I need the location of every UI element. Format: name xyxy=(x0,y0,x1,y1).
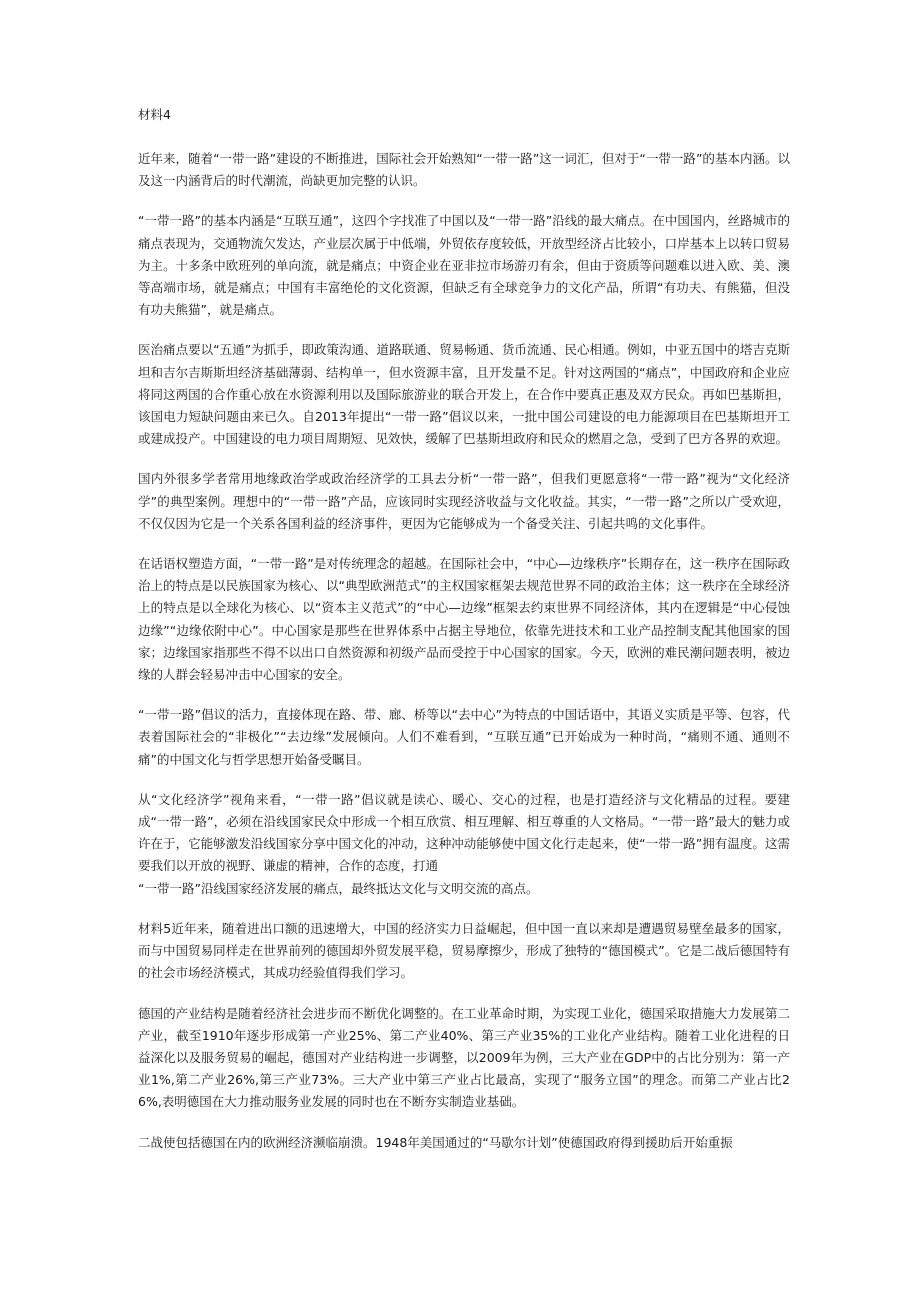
paragraph-6: “一带一路”倡议的活力，直接体现在路、带、廊、桥等以“去中心”为特点的中国话语中，其语义实质是平等、包容，代表着国际社会的“非极化”“去边缘”发展倾向。人们不难看到，“互联互通”已开始成为一种时尚，“痛则不通、通则不痛”的中国文化与哲学思想开始备受瞩目。 xyxy=(138,707,790,767)
paragraph-2: “一带一路”的基本内涵是“互联互通”，这四个字找准了中国以及“一带一路”沿线的最大痛点。在中国国内，丝路城市的痛点表现为，交通物流欠发达，产业层次属于中低端，外贸依存度较低，开放型经济占比较小，口岸基本上以转口贸易为主。十多条中欧班列的单向流，就是痛点；中资企业在亚非拉市场游刃有余，但由于资质等问题难以进入欧、美、澳等高端市场，就是痛点；中国有丰富绝伦的文化资源，但缺乏有全球竞争力的文化产品，所谓“有功夫、有熊猫，但没有功夫熊猫”，就是痛点。 xyxy=(138,213,790,318)
paragraph-1: 近年来，随着“一带一路”建设的不断推进，国际社会开始熟知“一带一路”这一词汇，但对于“一带一路”的基本内涵。以及这一内涵背后的时代潮流，尚缺更加完整的认识。 xyxy=(138,151,790,189)
paragraph-9: 德国的产业结构是随着经济社会进步而不断优化调整的。在工业革命时期，为实现工业化，德国采取措施大力发展第二产业，截至1910年逐步形成第一产业25%、第二产业40%、第三产业35%的工业化产业结构。随着工业化进程的日益深化以及服务贸易的崛起，德国对产业结构进一步调整，以2009年为例，三大产业在GDP中的占比分别为：第一产业1%,第二产业26%,第三产业73%。三大产业中第三产业占比最高，实现了“服务立国”的理念。而第二产业占比26%,表明德国在大力推动服务业发展的同时也在不断夯实制造业基础。 xyxy=(138,1005,790,1110)
document-page xyxy=(138,104,790,1172)
paragraph-8: 材料5近年来，随着进出口额的迅速增大，中国的经济实力日益崛起，但中国一直以来却是遭遇贸易壁垒最多的国家，而与中国贸易同样走在世界前列的德国却外贸发展平稳，贸易摩擦少，形成了独特的“德国模式”。它是二战后德国特有的社会市场经济模式，其成功经验值得我们学习。 xyxy=(138,920,790,981)
paragraph-3: 医治痛点要以“五通”为抓手，即政策沟通、道路联通、贸易畅通、货币流通、民心相通。例如，中亚五国中的塔吉克斯坦和吉尔吉斯斯坦经济基础薄弱、结构单一，但水资源丰富，且开发量不足。针对这两国的“痛点”，中国政府和企业应将同这两国的合作重心放在水资源利用以及国际旅游业的联合开发上，在合作中要真正惠及双方民众。再如巴基斯担，该国电力短缺问题由来已久。自2013年提出“一带一路”倡议以来，一批中国公司建设的电力能源项目在巴基斯坦开工或建成投产。中国建设的电力项目周期短、见效快，缓解了巴基斯坦政府和民众的燃眉之急，受到了巴方各界的欢迎。 xyxy=(138,342,790,447)
paragraph-7: 从“文化经济学”视角来看，“一带一路”倡议就是读心、暖心、交心的过程，也是打造经济与文化精品的过程。要建成“一带一路”，必须在沿线国家民众中形成一个相互欣赏、相互理解、相互尊重的人文格局。“一带一路”最大的魅力或许在于，它能够激发沿线国家分享中国文化的冲动，这种冲动能够使中国文化行走起来，使“一带一路”拥有温度。这需要我们以开放的视野、谦虚的精神，合作的态度，打通 “一带一路”沿线国家经济发展的痛点，最终抵达文化与文明交流的高点。 xyxy=(138,791,790,896)
paragraph-4: 国内外很多学者常用地缘政治学或政治经济学的工具去分析“一带一路”，但我们更愿意将“一带一路”视为“文化经济学”的典型案例。理想中的“一带一路”产品，应该同时实现经济收益与文化收益。其实，“一带一路”之所以广受欢迎，不仅仅因为它是一个关系各国利益的经济事件，更因为它能够成为一个备受关注、引起共鸣的文化事件。 xyxy=(138,471,790,531)
section-heading: 材料4 xyxy=(138,107,171,122)
paragraph-10: 二战使包括德国在内的欧洲经济濒临崩溃。1948年美国通过的“马歇尔计划”使德国政府得到援助后开始重振 xyxy=(138,1134,733,1150)
paragraph-5: 在话语权塑造方面，“一带一路”是对传统理念的超越。在国际社会中，“中心—边缘秩序”长期存在，这一秩序在国际政治上的特点是以民族国家为核心、以“典型欧洲范式”的主权国家框架去规范世界不同的政治主体；这一秩序在全球经济上的特点是以全球化为核心、以“资本主义范式”的“中心—边缘”框架去约束世界不同经济体，其内在逻辑是“中心侵蚀边缘”“边缘依附中心”。中心国家是那些在世界体系中占据主导地位，依靠先进技术和工业产品控制支配其他国家的国家；边缘国家指那些不得不以出口自然资源和初级产品而受控于中心国家的国家。今天，欧洲的难民潮问题表明，被边缘的人群会轻易冲击中心国家的安全。 xyxy=(138,556,790,683)
